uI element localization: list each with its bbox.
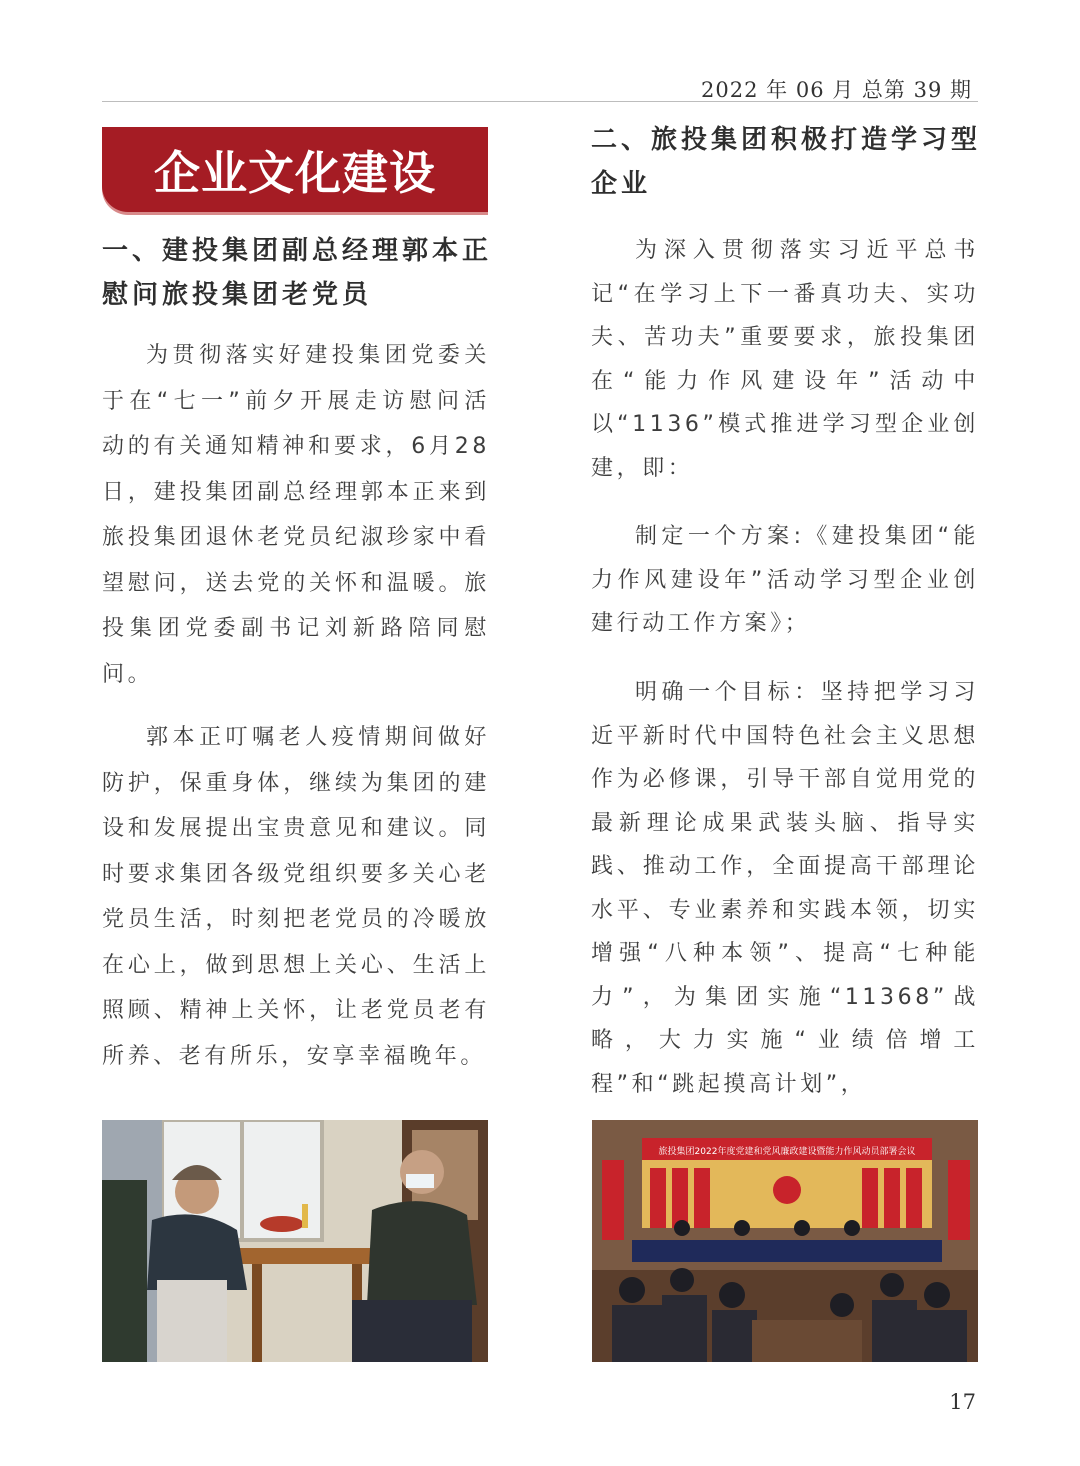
section2-paragraph-1: 为深入贯彻落实习近平总书记“在学习上下一番真功夫、实功夫、苦功夫”重要要求，旅投集团在“能力作风建设年”活动中以“1136”模式推进学习型企业创建，即： [591,238,979,481]
section2-paragraph-3: 明确一个目标：坚持把学习习近平新时代中国特色社会主义思想作为必修课，引导干部自觉用党的最新理论成果武装头脑、指导实践、推动工作，全面提高干部理论水平、专业素养和实践本领，切实增强“八种本领”、提高“七种能力”，为集团实施“11368”战略，大力实施“业绩倍增工程”和“跳起摸高计划”， [591,680,979,1097]
section2-heading: 二、旅投集团积极打造学习型企业 [591,125,982,199]
section1-paragraph-2: 郭本正叮嘱老人疫情期间做好防护，保重身体，继续为集团的建设和发展提出宝贵意见和建议。同时要求集团各级党组织要多关心老党员生活，时刻把老党员的冷暖放在心上，做到思想上关心、生活上照顾、精神上关怀，让老党员老有所养、老有所乐，安享幸福晚年。 [102,725,490,1069]
header-rule [102,101,978,102]
photo-screen-text: 旅投集团2022年度党建和党风廉政建设暨能力作风动员部署会议 [658,1147,916,1157]
page-number: 17 [949,1390,976,1414]
issue-info: 2022 年 06 月 总第 39 期 [701,78,972,102]
section-banner [102,127,488,212]
section1-paragraph-1: 为贯彻落实好建投集团党委关于在“七一”前夕开展走访慰问活动的有关通知精神和要求，6月28日，建投集团副总经理郭本正来到旅投集团退休老党员纪淑珍家中看望慰问，送去党的关怀和温暖。旅投集团党委副书记刘新路陪同慰问。 [102,343,490,687]
meeting-photo [592,1120,978,1362]
section1-heading: 一、建投集团副总经理郭本正慰问旅投集团老党员 [102,236,493,310]
section2-paragraph-2: 制定一个方案:《建投集团“能力作风建设年”活动学习型企业创建行动工作方案》； [591,524,979,636]
visit-photo [102,1120,488,1362]
banner-title: 企业文化建设 [154,145,436,200]
